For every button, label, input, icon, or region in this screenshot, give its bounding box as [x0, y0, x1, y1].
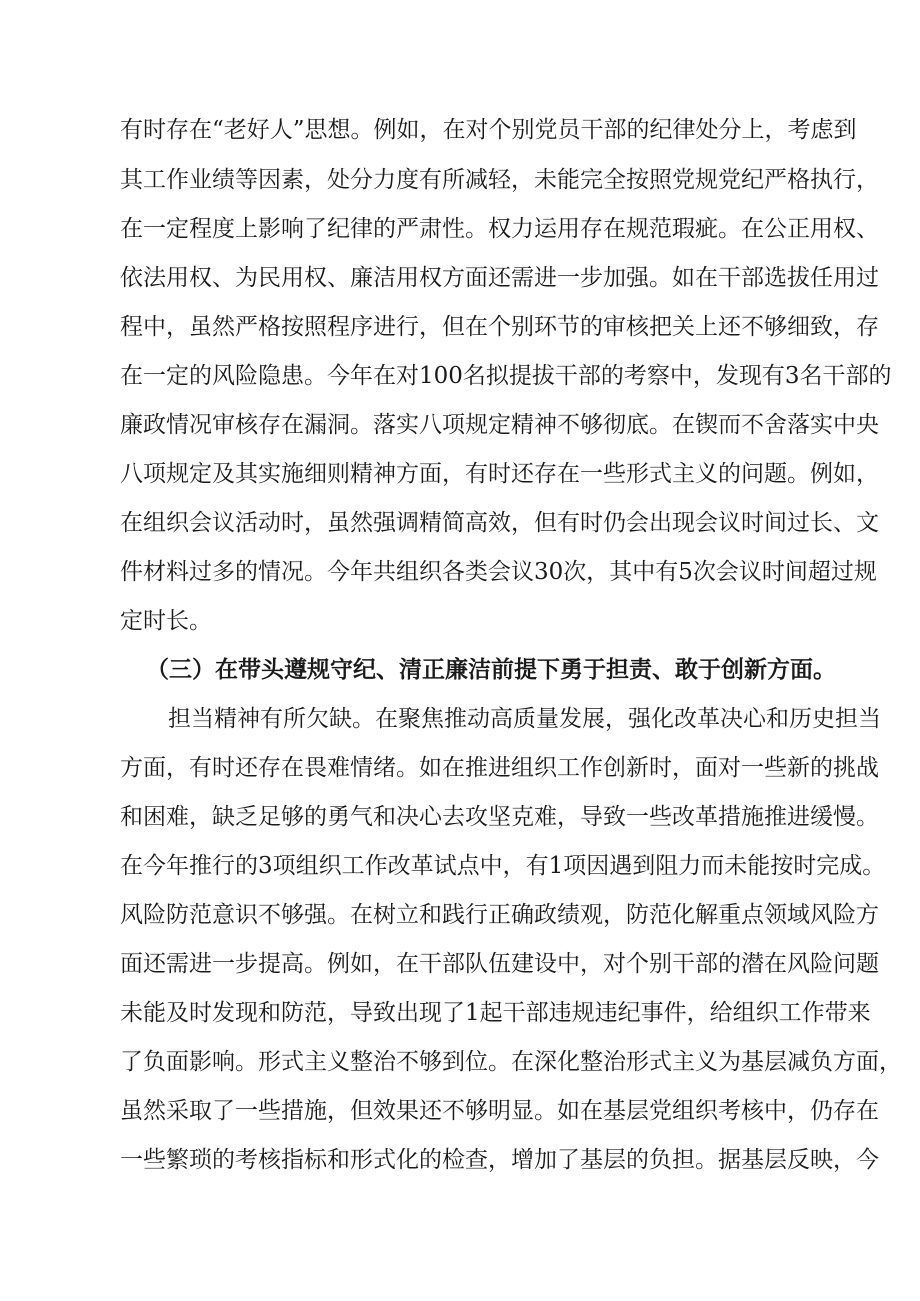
paragraph-line: 八项规定及其实施细则精神方面，有时还存在一些形式主义的问题。例如，	[120, 461, 879, 487]
paragraph-line: 有时存在“老好人”思想。例如，在对个别党员干部的纪律处分上，考虑到	[120, 117, 857, 143]
paragraph-line: 和困难，缺乏足够的勇气和决心去攻坚克难，导致一些改革措施推进缓慢。	[120, 804, 879, 830]
paragraph-line: 件材料过多的情况。今年共组织各类会议30次，其中有5次会议时间超过规	[120, 559, 877, 585]
paragraph-line: 风险防范意识不够强。在树立和践行正确政绩观，防范化解重点领域风险方	[120, 902, 879, 928]
paragraph-line: 廉政情况审核存在漏洞。落实八项规定精神不够彻底。在锲而不舍落实中央	[120, 412, 879, 438]
paragraph-line: 在一定的风险隐患。今年在对100名拟提拔干部的考察中，发现有3名干部的	[120, 363, 892, 389]
paragraph-line: 担当精神有所欠缺。在聚焦推动高质量发展，强化改革决心和历史担当	[168, 706, 881, 732]
paragraph-line: 在一定程度上影响了纪律的严肃性。权力运用存在规范瑕疵。在公正用权、	[120, 216, 879, 242]
paragraph-line: 定时长。	[120, 608, 212, 634]
paragraph-line: 面还需进一步提高。例如，在干部队伍建设中，对个别干部的潜在风险问题	[120, 951, 879, 977]
section-heading: （三）在带头遵规守纪、清正廉洁前提下勇于担责、敢于创新方面。	[146, 656, 836, 683]
paragraph-line: 其工作业绩等因素，处分力度有所减轻，未能完全按照党规党纪严格执行，	[120, 167, 879, 193]
paragraph-line: 一些繁琐的考核指标和形式化的检查，增加了基层的负担。据基层反映，今	[120, 1147, 879, 1173]
paragraph-line: 方面，有时还存在畏难情绪。如在推进组织工作创新时，面对一些新的挑战	[120, 755, 879, 781]
paragraph-line: 在今年推行的3项组织工作改革试点中，有1项因遇到阻力而未能按时完成。	[120, 853, 886, 879]
paragraph-line: 在组织会议活动时，虽然强调精简高效，但有时仍会出现会议时间过长、文	[120, 510, 879, 536]
paragraph-line: 了负面影响。形式主义整治不够到位。在深化整治形式主义为基层减负方面，	[120, 1049, 902, 1075]
paragraph-line: 未能及时发现和防范，导致出现了1起干部违规违纪事件，给组织工作带来	[120, 1000, 871, 1026]
paragraph-line: 依法用权、为民用权、廉洁用权方面还需进一步加强。如在干部选拔任用过	[120, 265, 879, 291]
paragraph-line: 程中，虽然严格按照程序进行，但在个别环节的审核把关上还不够细致，存	[120, 314, 879, 340]
paragraph-line: 虽然采取了一些措施，但效果还不够明显。如在基层党组织考核中，仍存在	[120, 1098, 879, 1124]
